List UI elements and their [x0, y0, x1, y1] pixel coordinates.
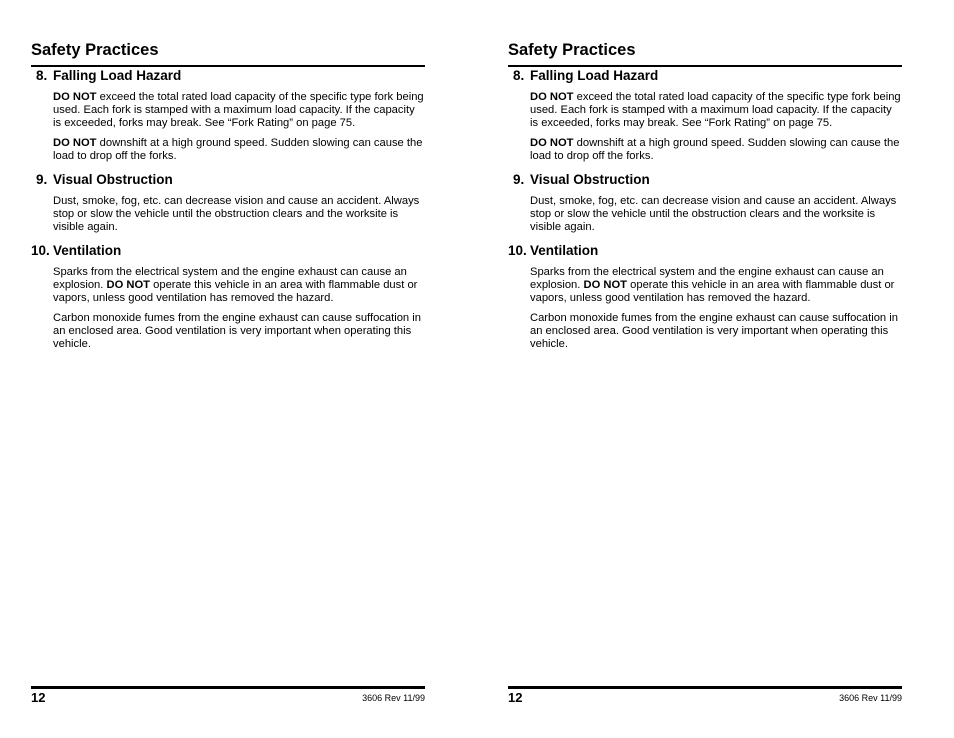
paragraph-text: Carbon monoxide fumes from the engine exhaust can cause suffocation in an enclosed area. Good ventilation is very important when operating this vehicle.	[530, 312, 898, 350]
document-revision: 3606 Rev 11/99	[839, 693, 902, 703]
paragraph-text: exceed the total rated load capacity of the specific type fork being used. Each fork is stamped with a maximum load capacity. If the capacity is exceeded, forks may break. See “Fork Rating” on page 75.	[53, 91, 424, 129]
paragraph-text: Sparks from the electrical system and the engine exhaust can cause an explosion.	[530, 266, 884, 291]
section-visual-obstruction	[31, 172, 425, 234]
section-number: 8.	[36, 68, 48, 83]
emphasis-text: DO NOT	[106, 279, 151, 291]
paragraph	[53, 91, 425, 130]
page-title: Safety Practices	[31, 41, 159, 59]
section-heading	[31, 68, 425, 84]
paragraph	[53, 195, 425, 234]
paragraph	[530, 266, 902, 305]
section-number: 9.	[513, 172, 525, 187]
emphasis-text: DO NOT	[53, 91, 97, 103]
paragraph-text: Sparks from the electrical system and the engine exhaust can cause an explosion.	[53, 266, 407, 291]
paragraph	[530, 312, 902, 351]
paragraph	[53, 266, 425, 305]
footer-rule	[31, 686, 425, 689]
paragraph	[530, 91, 902, 130]
section-heading	[31, 172, 425, 188]
section-heading	[31, 243, 425, 259]
footer-rule	[508, 686, 902, 689]
section-title: Ventilation	[53, 243, 122, 258]
page-number: 12	[31, 690, 46, 705]
section-heading	[508, 172, 902, 188]
document-revision: 3606 Rev 11/99	[362, 693, 425, 703]
paragraph-text: exceed the total rated load capacity of the specific type fork being used. Each fork is stamped with a maximum load capacity. If the capacity is exceeded, forks may break. See “Fork Rating” on page 75.	[530, 91, 901, 129]
section-ventilation	[31, 243, 425, 351]
section-ventilation	[508, 243, 902, 351]
page-number: 12	[508, 690, 523, 705]
emphasis-text: DO NOT	[530, 137, 574, 149]
section-falling-load-hazard	[508, 68, 902, 163]
section-title: Falling Load Hazard	[530, 68, 659, 83]
manual-page-right	[508, 0, 902, 738]
paragraph-text: operate this vehicle in an area with flammable dust or vapors, unless good ventilation has removed the hazard.	[530, 279, 895, 304]
section-heading	[508, 68, 902, 84]
title-rule	[508, 65, 902, 67]
title-rule	[31, 65, 425, 67]
section-number: 9.	[36, 172, 48, 187]
section-number: 10.	[31, 243, 50, 258]
paragraph-text: Carbon monoxide fumes from the engine exhaust can cause suffocation in an enclosed area. Good ventilation is very important when operating this vehicle.	[53, 312, 421, 350]
paragraph	[530, 195, 902, 234]
paragraph	[53, 137, 425, 163]
section-number: 10.	[508, 243, 527, 258]
paragraph-text: downshift at a high ground speed. Sudden slowing can cause the load to drop off the forks.	[530, 137, 900, 162]
emphasis-text: DO NOT	[583, 279, 628, 291]
manual-page-left	[31, 0, 425, 738]
section-title: Falling Load Hazard	[53, 68, 182, 83]
paragraph	[53, 312, 425, 351]
section-falling-load-hazard	[31, 68, 425, 163]
section-title: Visual Obstruction	[53, 172, 173, 187]
emphasis-text: DO NOT	[53, 137, 97, 149]
section-heading	[508, 243, 902, 259]
page-title: Safety Practices	[508, 41, 636, 59]
paragraph-text: downshift at a high ground speed. Sudden slowing can cause the load to drop off the forks.	[53, 137, 423, 162]
paragraph-text: Dust, smoke, fog, etc. can decrease vision and cause an accident. Always stop or slow the vehicle until the obstruction clears and the worksite is visible again.	[530, 195, 897, 233]
paragraph	[530, 137, 902, 163]
emphasis-text: DO NOT	[530, 91, 574, 103]
section-number: 8.	[513, 68, 525, 83]
paragraph-text: Dust, smoke, fog, etc. can decrease vision and cause an accident. Always stop or slow the vehicle until the obstruction clears and the worksite is visible again.	[53, 195, 420, 233]
section-title: Ventilation	[530, 243, 599, 258]
paragraph-text: operate this vehicle in an area with flammable dust or vapors, unless good ventilation has removed the hazard.	[53, 279, 418, 304]
section-title: Visual Obstruction	[530, 172, 650, 187]
section-visual-obstruction	[508, 172, 902, 234]
